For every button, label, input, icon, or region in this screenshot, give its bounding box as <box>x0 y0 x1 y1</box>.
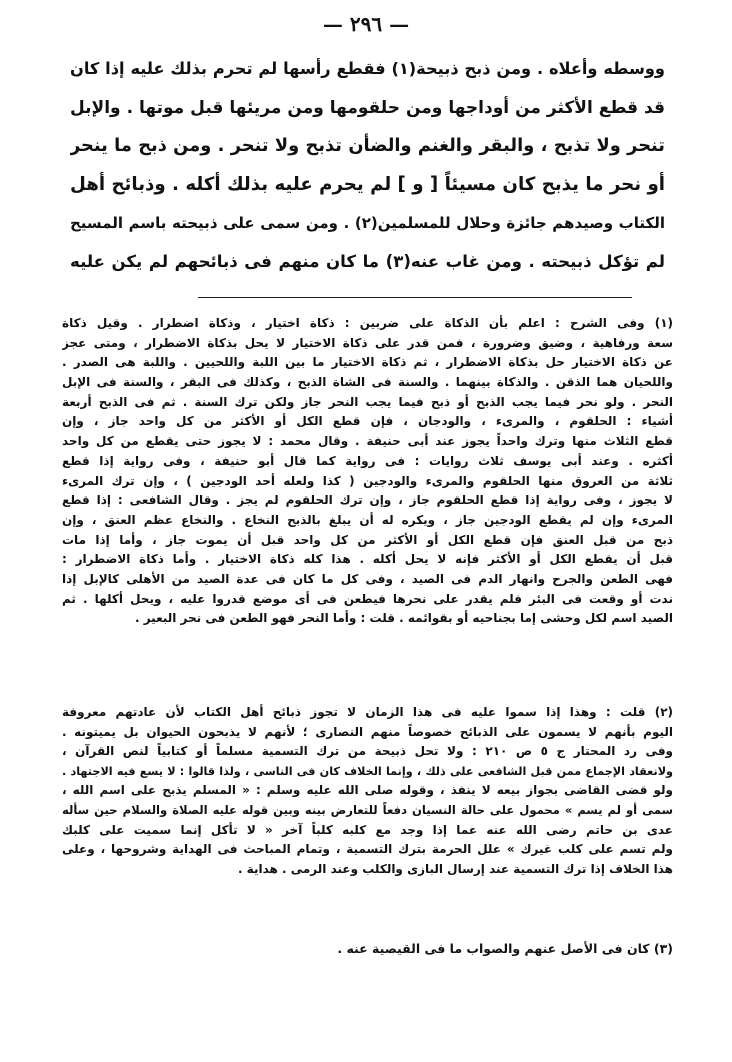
main-text-line: أو نحر ما يذبح كان مسيئاً [ و ] لم يحرم عليه بذلك أكله . وذبائح أهل <box>70 173 665 195</box>
page-number: — ٢٩٦ — <box>322 12 410 36</box>
footnote-line: أشياء : الحلقوم ، والمرىء ، والودجان ، فإن قطع الكل أو الأكثر من كل واحد جاز ، وإن <box>62 414 673 429</box>
main-text-line: تنحر ولا تذبح ، والبقر والغنم والضأن تذبح ولا تنحر . ومن ذبح ما ينحر <box>70 135 665 157</box>
footnote-line: سعة ورفاهية ، وضيق وضرورة ، فمن قدر على ذكاة الاختيار لا يحل بذكاة الاضطرار ، ومتى عجز <box>62 335 673 350</box>
main-text-line: قد قطع الأكثر من أوداجها ومن حلقومها ومن مريئها قبل موتها . والإبل <box>70 97 665 118</box>
footnote-line: ولو قضى القاضى بجواز بيعه لا ينفذ ، وقوله صلى الله عليه وسلم : « المسلم يذبح على اسم الله ، <box>62 783 673 798</box>
footnote-line: النحر . ولو نحر فيما يجب الذبح أو ذبح فيما يجب النحر جاز ولكن ترك السنة . ثم فى الذبح أربعة <box>62 394 673 409</box>
footnote-line: المرىء وإن لم يقطع الودجين جاز ، ويكره له أن يبلغ بالذبح النخاع . والنخاع عظم العنق ، وإن <box>62 512 673 527</box>
footnote-line: ولم تسم على كلب غيرك » علل الحرمة بترك التسمية ، وتمام المباحث فى الهداية وشروحها ، وعلى <box>62 842 673 857</box>
main-text-line: ووسطه وأعلاه . ومن ذبح ذبيحة(١) فقطع رأسها لم تحرم بذلك عليه إذا كان <box>70 59 665 78</box>
footnote-line: (٢) قلت : وهذا إذا سموا عليه فى هذا الزمان لا تجوز ذبائح أهل الكتاب لأن عادتهم معروفة <box>62 705 673 719</box>
footnote-line: وفى رد المحتار ج ٥ ص ٢١٠ : ولا تحل ذبيحة من ترك التسمية مسلماً أو كتابياً لنص القرآن ، <box>62 744 673 759</box>
footnote-line: واللحيان هما الذقن . والذكاة بينهما . والسنة فى الشاة الذبح ، وكذلك فى البقر ، والسنة فى الإبل <box>62 375 673 390</box>
footnote-line: (٣) كان فى الأصل عنهم والصواب ما فى القيصية عنه . <box>337 941 673 956</box>
footnote-line: هذا الخلاف إذا ترك التسمية عند إرسال البازى والكلب وعند الرمى . هداية . <box>237 861 673 876</box>
footnote-line: اليوم بأنهم لا يسمون على الذبائح خصوصاً منهم النصارى ؛ لأنهم لا يذبحون الحيوان بل يميتونه . <box>62 724 673 739</box>
footnote-divider <box>198 297 632 298</box>
footnote-line: عن ذكاة الاختيار حل بذكاة الاضطرار ، ثم ذكاة الاختيار ما بين اللبة واللحيين . واللبة هى الصدر . <box>62 355 673 370</box>
footnote-1 <box>62 314 673 629</box>
footnote-line: أكثره . وعند أبى يوسف ثلاث روايات : فى رواية كما قال أبو حنيفة ، وفى رواية إذا قطع <box>62 453 673 468</box>
footnote-line: عدى بن حاتم رضى الله عنه عما إذا وجد مع كلبه كلباً آخر « لا تأكل إنما سميت على كلبك <box>62 822 673 837</box>
footnote-3 <box>62 939 673 959</box>
main-text-line: لم تؤكل ذبيحته . ومن غاب عنه(٣) ما كان منهم فى ذبائحهم لم يكن عليه <box>70 251 665 271</box>
footnote-2 <box>62 703 673 879</box>
footnote-line: فهى الطعن والجرح وانهار الدم فى الصيد ، وفى كل ما كان فى عدة الصيد من الأهلى كالإبل إذا <box>62 571 673 586</box>
footnote-line: (١) وفى الشرح : اعلم بأن الذكاة على ضربين : ذكاة اختيار ، وذكاة اضطرار . وقيل ذكاة <box>62 316 673 330</box>
footnote-line: ثلاثة من العروق منها الحلقوم والمرىء والودجين ( كذا ولعله أحد الودجين ) ، وإن ترك المرىء <box>62 473 673 488</box>
footnote-line: الصيد اسم لكل وحشى إما بجناحيه أو بقوائمه . قلت : وأما النحر فهو الطعن فى نحر البعير . <box>134 611 673 626</box>
footnote-line: ندت أو وقعت فى البئر فلم يقدر على نحرها فيطعن فى أى موضع قدروا عليه ، ويحل أكلها . ثم <box>62 591 673 606</box>
footnote-line: ولانعقاد الإجماع ممن قبل الشافعى على ذلك ، وإنما الخلاف كان فى الناسى ، ولذا قالوا : لا يسع فيه الاجتهاد . <box>62 764 673 778</box>
footnote-line: قطع الثلاث منها وترك واحداً يجوز عند أبى حنيفة . وقال محمد : لا يجوز حتى يقطع من كل واحد <box>62 434 673 449</box>
footnote-line: قبل أن يقطع الكل أو الأكثر فإنه لا يحل أكله . هذا كله ذكاة الاختيار . وأما ذكاة الاضطرار : <box>62 552 673 567</box>
main-text-block <box>70 50 665 282</box>
footnote-line: سمى أو لم يسم » محمول على حالة النسيان دفعاً للتعارض بينه وبين قوله عليه الصلاة والسلام حين سأله <box>62 802 673 817</box>
footnote-line: ذبح من قبل العنق فإن قطع الكل أو الأكثر من كل واحد قبل أن يموت جاز ، وأما إذا مات <box>62 532 673 547</box>
main-text-line: الكتاب وصيدهم جائزة وحلال للمسلمين(٢) . ومن سمى على ذبيحته باسم المسيح <box>70 214 665 233</box>
footnote-line: لا يجوز ، وفى رواية إذا قطع الحلقوم جاز ، وإن ترك الحلقوم لم يجز . وقال الشافعى : إذا قطع <box>62 493 673 508</box>
